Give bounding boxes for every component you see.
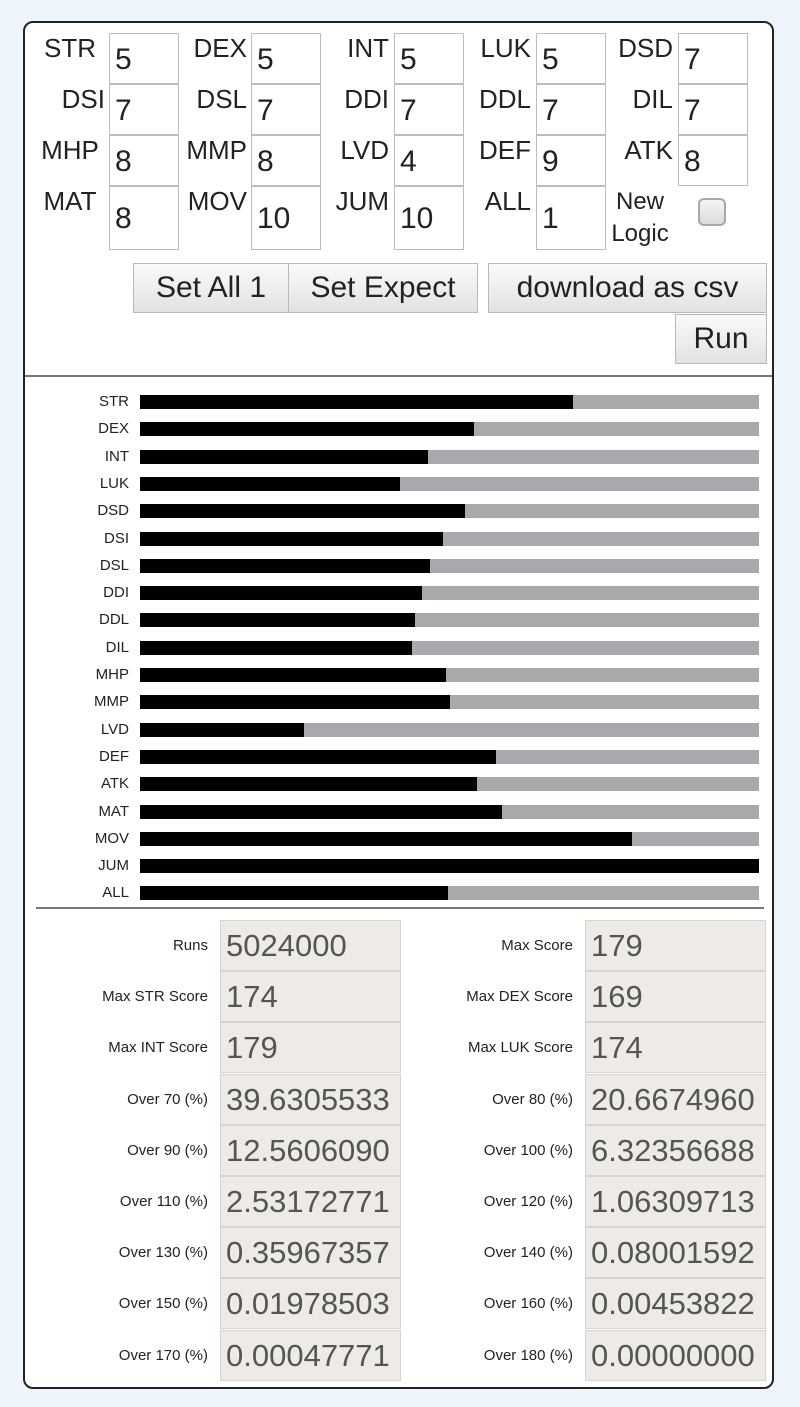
stat-input-dsd[interactable]: 7	[678, 33, 748, 84]
bar-track-str	[140, 395, 759, 409]
result-value-over-180: 0.00000000	[585, 1330, 766, 1381]
bar-ddi	[140, 586, 422, 600]
stat-label-all: ALL	[484, 186, 531, 216]
result-value-over-100: 6.32356688	[585, 1125, 766, 1176]
stat-label-ddl: DDL	[478, 84, 531, 114]
result-label-over-70: Over 70 (%)	[127, 1090, 208, 1108]
bar-label-atk: ATK	[100, 775, 129, 793]
bar-dsl	[140, 559, 430, 573]
bar-label-luk: LUK	[99, 474, 129, 492]
bar-def	[140, 750, 496, 764]
bar-track-ddl	[140, 613, 759, 627]
stat-input-atk[interactable]: 8	[678, 135, 748, 186]
result-label-over-110: Over 110 (%)	[119, 1193, 208, 1210]
bar-track-mhp	[140, 668, 759, 682]
result-label-over-180: Over 180 (%)	[483, 1346, 573, 1364]
result-label-max-score: Max Score	[501, 937, 573, 954]
set-expect-button[interactable]: Set Expect	[288, 263, 478, 313]
result-label-max-int-score: Max INT Score	[108, 1039, 208, 1057]
stat-label-ddi: DDI	[344, 84, 389, 114]
result-value-max-int-score: 179	[220, 1022, 401, 1073]
stat-label-dsl: DSL	[196, 84, 247, 114]
result-value-over-90: 12.5606090	[220, 1125, 401, 1176]
bar-luk	[140, 477, 400, 491]
bar-track-dil	[140, 641, 759, 655]
bar-dsi	[140, 532, 443, 546]
stat-input-def[interactable]: 9	[536, 135, 606, 186]
result-value-max-str-score: 174	[220, 971, 401, 1022]
result-label-over-130: Over 130 (%)	[118, 1244, 208, 1262]
bar-label-str: STR	[99, 393, 129, 410]
stat-label-mhp: MHP	[41, 135, 99, 165]
result-label-over-90: Over 90 (%)	[127, 1141, 208, 1159]
result-value-over-140: 0.08001592	[585, 1227, 766, 1278]
stat-label-atk: ATK	[624, 135, 673, 165]
download-csv-button[interactable]: download as csv	[488, 263, 767, 313]
result-label-runs: Runs	[172, 937, 208, 954]
stat-input-mhp[interactable]: 8	[109, 135, 179, 186]
stat-input-mat[interactable]: 8	[109, 186, 179, 250]
result-label-over-160: Over 160 (%)	[483, 1295, 573, 1313]
bar-track-jum	[140, 859, 759, 873]
stat-label-int: INT	[347, 33, 389, 63]
bar-track-luk	[140, 477, 759, 491]
stat-input-mov[interactable]: 10	[251, 186, 321, 250]
stat-label-dsi: DSI	[61, 84, 105, 114]
result-value-runs: 5024000	[220, 920, 401, 971]
bar-label-jum: JUM	[98, 857, 129, 875]
bar-label-mhp: MHP	[95, 666, 129, 683]
result-value-over-120: 1.06309713	[585, 1176, 766, 1227]
stat-distribution-chart	[25, 381, 772, 903]
result-label-max-str-score: Max STR Score	[102, 988, 208, 1006]
bar-ddl	[140, 613, 415, 627]
bar-label-ddl: DDL	[98, 611, 129, 629]
result-label-over-150: Over 150 (%)	[118, 1295, 208, 1313]
bar-label-dex: DEX	[98, 420, 129, 438]
result-label-over-120: Over 120 (%)	[483, 1193, 573, 1210]
bar-label-mat: MAT	[98, 802, 129, 820]
stat-input-dsl[interactable]: 7	[251, 84, 321, 135]
bar-label-def: DEF	[99, 747, 129, 765]
result-value-max-luk-score: 174	[585, 1022, 766, 1073]
bar-label-all: ALL	[102, 884, 129, 902]
bar-track-atk	[140, 777, 759, 791]
bar-track-dsd	[140, 504, 759, 518]
result-value-over-170: 0.00047771	[220, 1330, 401, 1381]
set-all-1-button[interactable]: Set All 1	[133, 263, 289, 313]
bar-track-mmp	[140, 695, 759, 709]
new-logic-checkbox[interactable]	[698, 198, 726, 226]
result-value-over-150: 0.01978503	[220, 1278, 401, 1329]
bar-all	[140, 886, 448, 900]
stat-input-str[interactable]: 5	[109, 33, 179, 84]
bar-track-all	[140, 886, 759, 900]
stat-input-luk[interactable]: 5	[536, 33, 606, 84]
bar-track-ddi	[140, 586, 759, 600]
bar-int	[140, 450, 428, 464]
stat-input-dil[interactable]: 7	[678, 84, 748, 135]
result-value-max-dex-score: 169	[585, 971, 766, 1022]
bar-jum	[140, 859, 759, 873]
bar-dil	[140, 641, 412, 655]
bar-track-dsi	[140, 532, 759, 546]
new-logic-label: New Logic	[611, 188, 669, 247]
bar-track-int	[140, 450, 759, 464]
result-label-max-luk-score: Max LUK Score	[467, 1039, 573, 1057]
result-label-max-dex-score: Max DEX Score	[466, 988, 573, 1006]
section-divider	[25, 375, 772, 377]
bar-mhp	[140, 668, 446, 682]
stat-input-jum[interactable]: 10	[394, 186, 464, 250]
stat-label-dex: DEX	[193, 33, 247, 63]
bar-mat	[140, 805, 502, 819]
bar-track-mat	[140, 805, 759, 819]
bar-label-dsd: DSD	[97, 502, 129, 520]
stat-input-ddl[interactable]: 7	[536, 84, 606, 135]
stat-label-mov: MOV	[187, 186, 247, 216]
bar-label-dsi: DSI	[103, 529, 129, 547]
bar-dsd	[140, 504, 465, 518]
result-label-over-140: Over 140 (%)	[483, 1244, 573, 1262]
result-value-over-160: 0.00453822	[585, 1278, 766, 1329]
bar-dex	[140, 422, 474, 436]
bar-label-lvd: LVD	[100, 720, 129, 738]
bar-atk	[140, 777, 477, 791]
stat-label-dsd: DSD	[618, 33, 673, 63]
result-value-over-130: 0.35967357	[220, 1227, 401, 1278]
bar-track-def	[140, 750, 759, 764]
bar-lvd	[140, 723, 304, 737]
bar-mmp	[140, 695, 450, 709]
stat-input-dex[interactable]: 5	[251, 33, 321, 84]
stat-input-all[interactable]: 1	[536, 186, 606, 250]
stat-label-luk: LUK	[480, 33, 531, 63]
result-label-over-170: Over 170 (%)	[118, 1346, 208, 1364]
bar-label-ddi: DDI	[103, 584, 129, 602]
bar-label-dsl: DSL	[99, 556, 129, 574]
stat-input-ddi[interactable]: 7	[394, 84, 464, 135]
bar-track-dsl	[140, 559, 759, 573]
stat-label-dil: DIL	[632, 84, 673, 114]
bar-label-mov: MOV	[94, 829, 129, 847]
stat-label-def: DEF	[479, 135, 531, 165]
bar-track-mov	[140, 832, 759, 846]
stat-label-lvd: LVD	[340, 135, 389, 165]
bar-label-int: INT	[104, 447, 129, 465]
result-value-max-score: 179	[585, 920, 766, 971]
stat-input-dsi[interactable]: 7	[109, 84, 179, 135]
result-value-over-110: 2.53172771	[220, 1176, 401, 1227]
simulator-panel	[23, 21, 774, 1389]
stat-input-mmp[interactable]: 8	[251, 135, 321, 186]
bar-mov	[140, 832, 632, 846]
stat-label-mmp: MMP	[186, 135, 247, 165]
bar-track-dex	[140, 422, 759, 436]
bar-label-dil: DIL	[105, 638, 129, 656]
stat-input-lvd[interactable]: 4	[394, 135, 464, 186]
stat-input-int[interactable]: 5	[394, 33, 464, 84]
bar-label-mmp: MMP	[94, 693, 129, 711]
stat-label-jum: JUM	[335, 186, 389, 216]
result-label-over-80: Over 80 (%)	[492, 1090, 573, 1108]
result-value-over-70: 39.6305533	[220, 1074, 401, 1125]
chart-divider	[36, 907, 764, 909]
result-label-over-100: Over 100 (%)	[483, 1141, 573, 1159]
bar-str	[140, 395, 573, 409]
result-value-over-80: 20.6674960	[585, 1074, 766, 1125]
run-button[interactable]: Run	[675, 314, 767, 364]
bar-track-lvd	[140, 723, 759, 737]
stat-label-str: STR	[44, 33, 96, 63]
stat-label-mat: MAT	[43, 186, 97, 216]
